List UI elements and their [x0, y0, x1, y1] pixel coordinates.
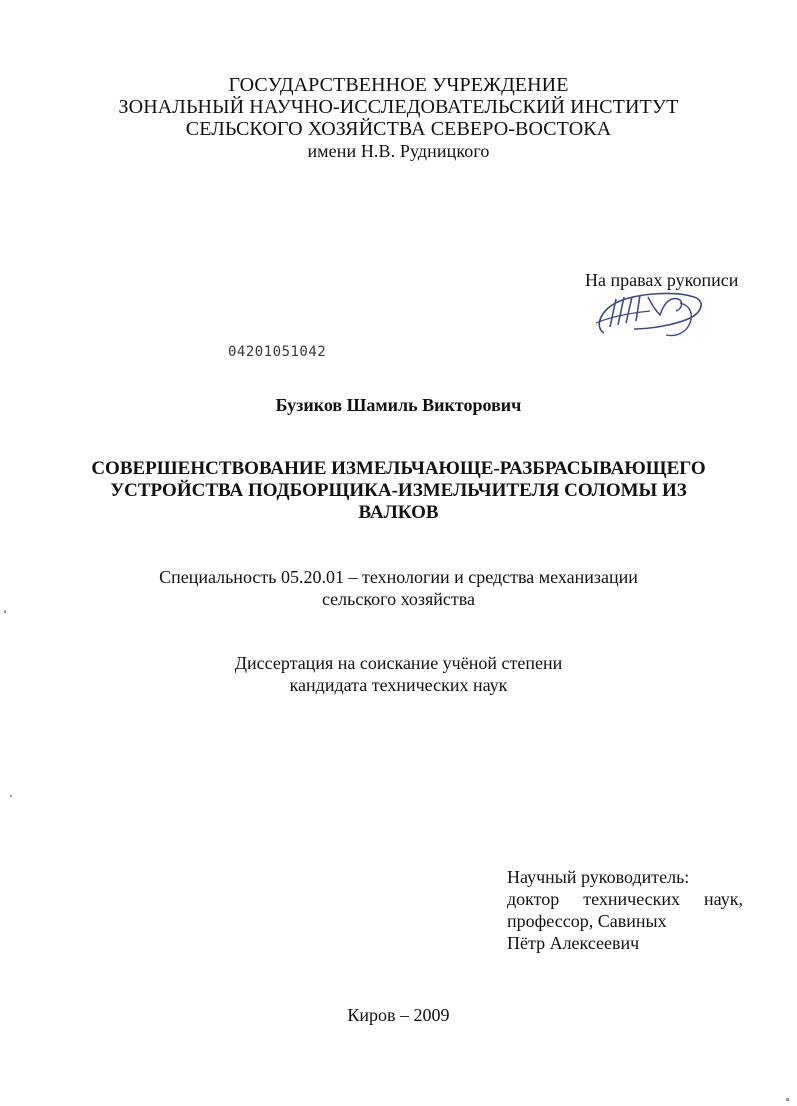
author-name: Бузиков Шамиль Викторович — [275, 395, 522, 415]
specialty-line-2: сельского хозяйства — [321, 589, 476, 609]
advisor-rank — [507, 888, 743, 910]
handwritten-signature — [590, 283, 720, 343]
archive-number-stamp: 04201051042 — [228, 344, 327, 360]
rights-note: На правах рукописи — [585, 270, 739, 290]
institution-line-2: ЗОНАЛЬНЫЙ НАУЧНО-ИССЛЕДОВАТЕЛЬСКИЙ ИНСТИТУТ — [118, 96, 679, 118]
institution-line-1: ГОСУДАРСТВЕННОЕ УЧРЕЖДЕНИЕ — [228, 74, 569, 96]
degree-line-1: Диссертация на соискание учёной степени — [234, 653, 563, 673]
advisor-name: Пётр Алексеевич — [507, 933, 640, 953]
scan-speck — [10, 795, 12, 797]
degree-line-2: кандидата технических наук — [289, 675, 508, 695]
advisor-position: профессор, Савиных — [507, 911, 667, 931]
institution-line-3: СЕЛЬСКОГО ХОЗЯЙСТВА СЕВЕРО-ВОСТОКА — [185, 118, 612, 140]
thesis-title-line-1: СОВЕРШЕНСТВОВАНИЕ ИЗМЕЛЬЧАЮЩЕ-РАЗБРАСЫВАЮЩЕГО — [91, 458, 706, 479]
advisor-rank-word-2: технических — [583, 889, 681, 909]
place-and-year: Киров – 2009 — [347, 1005, 450, 1025]
advisor-rank-word-1: доктор — [507, 889, 560, 909]
scan-speck — [4, 610, 6, 613]
specialty-line-1: Специальность 05.20.01 – технологии и средства механизации — [159, 567, 638, 587]
scan-speck — [786, 1098, 789, 1101]
advisor-heading: Научный руководитель: — [507, 867, 690, 887]
institution-line-4: имени Н.В. Рудницкого — [307, 141, 490, 161]
thesis-title-line-2: УСТРОЙСТВА ПОДБОРЩИКА-ИЗМЕЛЬЧИТЕЛЯ СОЛОМЫ ИЗ — [110, 480, 687, 501]
thesis-title-line-3: ВАЛКОВ — [358, 502, 439, 523]
advisor-rank-word-3: наук, — [704, 889, 743, 909]
